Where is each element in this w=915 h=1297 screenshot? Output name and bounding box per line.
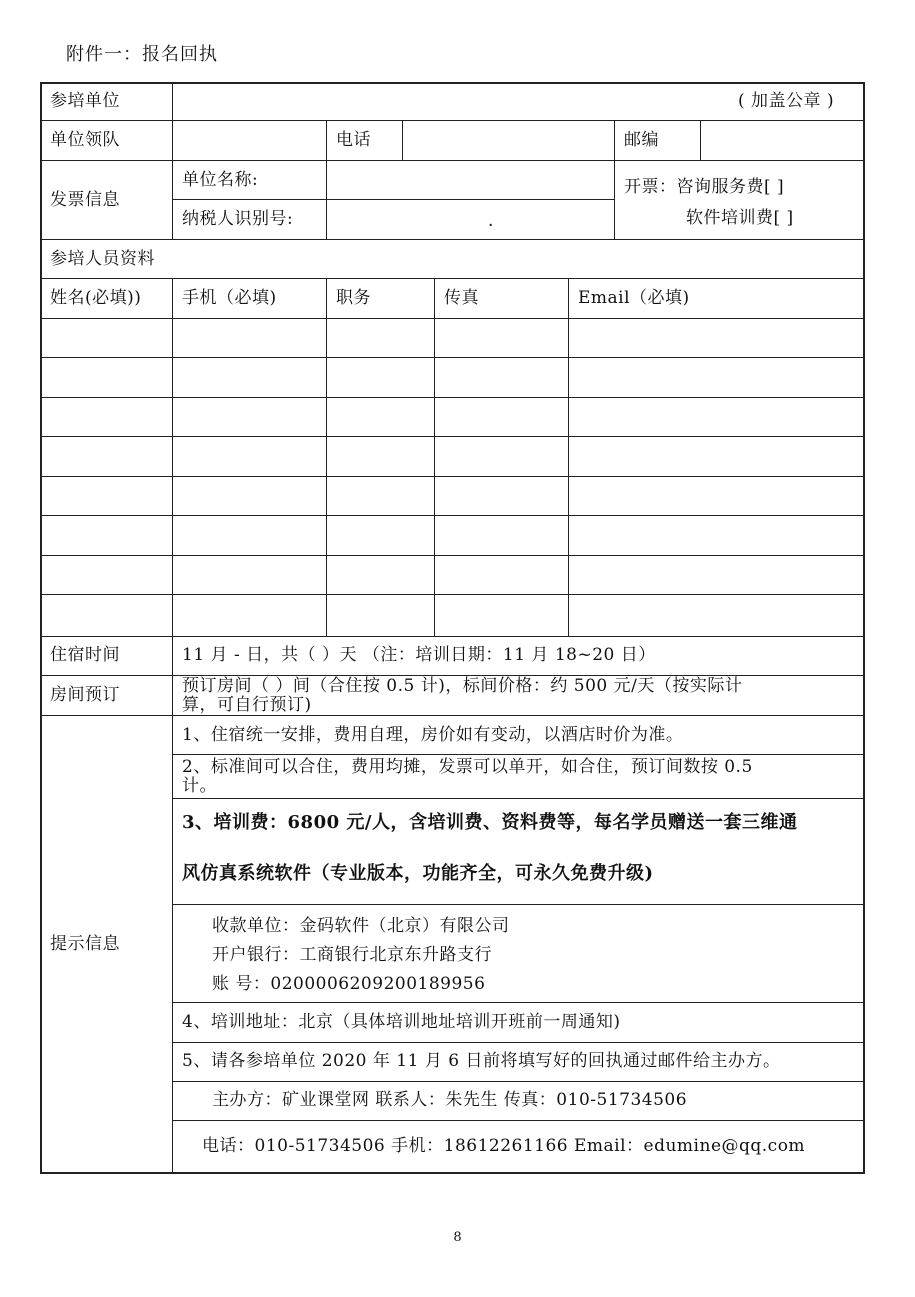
rule-note1 xyxy=(172,754,865,755)
v-col-phone xyxy=(172,278,173,636)
col-header-fax: 传真 xyxy=(444,288,479,308)
col-header-name: 姓名(必填)) xyxy=(50,288,142,308)
v-postcode-right xyxy=(700,120,701,161)
v-phone-right xyxy=(402,120,403,161)
rule-note5 xyxy=(172,1081,865,1082)
rule-note3 xyxy=(172,904,865,905)
room-line-2: 算，可自行预订) xyxy=(182,695,312,715)
notes-label: 提示信息 xyxy=(50,934,120,954)
note-item-3-line-2: 风仿真系统软件（专业版本，功能齐全，可永久免费升级) xyxy=(182,863,654,884)
border-top xyxy=(40,82,865,84)
col-header-email: Email（必填) xyxy=(578,288,690,308)
note-item-5: 5、请各参培单位 2020 年 11 月 6 日前将填写好的回执通过邮件给主办方。 xyxy=(182,1051,781,1071)
v-col-email xyxy=(568,278,569,636)
rule-r8 xyxy=(40,636,865,637)
rule-note2 xyxy=(172,798,865,799)
contact: 电话：010-51734506 手机：18612261166 Email：edumine@qq.com xyxy=(202,1136,806,1156)
note-item-3-line-1: 3、培训费：6800 元/人，含培训费、资料费等，每名学员赠送一套三维通 xyxy=(182,812,798,833)
rule-note-bank xyxy=(172,1002,865,1003)
rule-r6 xyxy=(40,555,865,556)
training-fee-option: 软件培训费[ ] xyxy=(686,208,794,228)
rule-room xyxy=(40,715,865,716)
page-number: 8 xyxy=(453,1230,462,1245)
note-item-2-line-2: 计。 xyxy=(182,776,217,796)
v-postcode-left xyxy=(614,120,615,161)
rule-organizer xyxy=(172,1120,865,1121)
border-right xyxy=(863,82,865,1174)
note-item-1: 1、住宿统一安排，费用自理，房价如有变动，以酒店时价为准。 xyxy=(182,725,684,745)
border-bottom xyxy=(40,1172,865,1174)
attachment-title: 附件一：报名回执 xyxy=(66,44,218,65)
rule-4 xyxy=(40,278,865,279)
lodging-label: 住宿时间 xyxy=(50,645,120,665)
col-header-mobile: 手机（必填) xyxy=(182,288,277,308)
border-left xyxy=(40,82,42,1174)
rule-r5 xyxy=(40,515,865,516)
leader-label: 单位领队 xyxy=(50,130,120,150)
col-header-title: 职务 xyxy=(336,288,371,308)
payee: 收款单位：金码软件（北京）有限公司 xyxy=(212,916,510,936)
organizer: 主办方：矿业课堂网 联系人：朱先生 传真：010-51734506 xyxy=(212,1090,688,1110)
account: 账 号：0200006209200189956 xyxy=(212,974,486,994)
rule-5 xyxy=(40,318,865,319)
registration-form xyxy=(40,82,865,1174)
taxpayer-id-value: . xyxy=(488,211,494,231)
rule-invoice-mid xyxy=(172,199,615,200)
rule-r7 xyxy=(40,594,865,595)
lodging-text: 11 月 - 日，共（ ）天 （注：培训日期：11 月 18~20 日） xyxy=(182,645,656,665)
rule-3 xyxy=(40,239,865,240)
v-phone-left xyxy=(326,120,327,161)
label-column-divider-bottom xyxy=(172,636,173,1174)
phone-label: 电话 xyxy=(336,130,371,150)
invoice-issue-label: 开票：咨询服务费[ ] xyxy=(624,177,785,197)
v-invoice-issue xyxy=(614,160,615,240)
room-label: 房间预订 xyxy=(50,685,120,705)
note-item-4: 4、培训地址：北京（具体培训地址培训开班前一周通知) xyxy=(182,1012,621,1032)
v-col-fax xyxy=(434,278,435,636)
v-col-title xyxy=(326,278,327,636)
note-item-2-line-1: 2、标准间可以合住，费用均摊，发票可以单开，如合住，预订间数按 0.5 xyxy=(182,757,753,777)
room-line-1: 预订房间（ ）间（合住按 0.5 计)，标间价格：约 500 元/天（按实际计 xyxy=(182,676,743,696)
unit-label: 参培单位 xyxy=(50,91,120,111)
postcode-label: 邮编 xyxy=(624,130,659,150)
v-invoice-label xyxy=(326,160,327,240)
rule-note4 xyxy=(172,1042,865,1043)
rule-2 xyxy=(40,160,865,161)
rule-r2 xyxy=(40,397,865,398)
rule-1 xyxy=(40,120,865,121)
rule-r3 xyxy=(40,436,865,437)
rule-r1 xyxy=(40,357,865,358)
rule-r4 xyxy=(40,476,865,477)
taxpayer-id-label: 纳税人识别号: xyxy=(182,209,294,229)
invoice-label: 发票信息 xyxy=(50,190,120,210)
seal-note: ( 加盖公章 ) xyxy=(738,91,835,111)
company-name-label: 单位名称: xyxy=(182,170,259,190)
bank: 开户银行：工商银行北京东升路支行 xyxy=(212,945,492,965)
participants-section-label: 参培人员资料 xyxy=(50,249,155,269)
